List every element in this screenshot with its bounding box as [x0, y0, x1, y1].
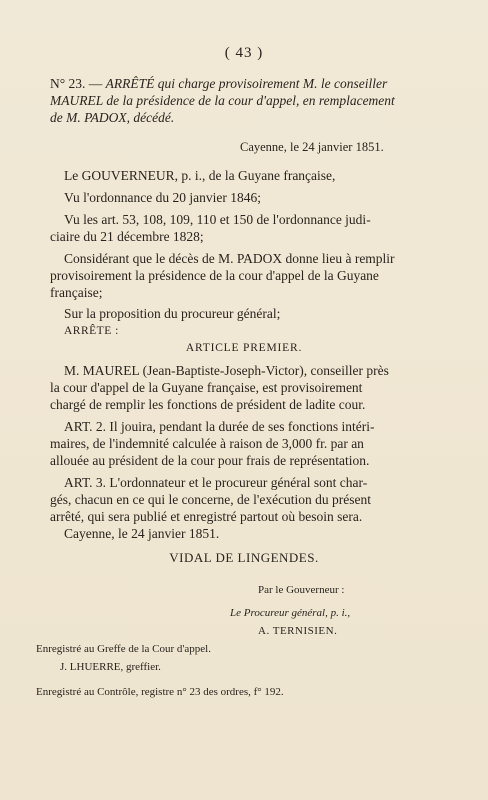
proposition: Sur la proposition du procureur général;	[64, 306, 281, 321]
art1-line-1: M. MAUREL (Jean-Baptiste-Joseph-Victor), conseiller près	[64, 363, 389, 378]
page-number: ( 43 )	[224, 45, 264, 61]
procureur-title: Le Procureur général, p. i.,	[230, 607, 351, 619]
art1-line-2: la cour d'appel de la Guyane française, est provisoirement	[50, 380, 363, 395]
art3-line-3: arrêté, qui sera publié et enregistré partout où besoin sera.	[50, 509, 363, 524]
art2-line-3: allouée au président de la cour pour frais de représentation.	[50, 453, 370, 468]
closing-date: Cayenne, le 24 janvier 1851.	[64, 526, 220, 541]
governor-signature: VIDAL DE LINGENDES.	[169, 550, 319, 565]
article-premier: ARTICLE PREMIER.	[185, 342, 303, 354]
vu-articles-2: ciaire du 21 décembre 1828;	[50, 229, 204, 244]
procureur-name: A. TERNISIEN.	[258, 625, 338, 637]
vu-ordonnance: Vu l'ordonnance du 20 janvier 1846;	[64, 190, 261, 205]
par-le-gouverneur: Par le Gouverneur :	[258, 584, 345, 596]
gouverneur-line: Le GOUVERNEUR, p. i., de la Guyane française,	[64, 168, 336, 183]
art2-line-2: maires, de l'indemnité calculée à raison de 3,000 fr. par an	[50, 436, 364, 451]
heading-title-1: ARRÊTÉ qui charge provisoirement M. le conseiller	[105, 76, 388, 91]
arrete-label: ARRÊTE :	[64, 325, 119, 337]
heading-number: N° 23. —	[50, 76, 103, 91]
greffe-registration: Enregistré au Greffe de la Cour d'appel.	[36, 643, 211, 655]
considerant-1: Considérant que le décès de M. PADOX donne lieu à remplir	[64, 251, 395, 266]
art3-line-1: ART. 3. L'ordonnateur et le procureur général sont char-	[64, 475, 368, 490]
greffier-signature: J. LHUERRE, greffier.	[60, 661, 161, 673]
controle-registration: Enregistré au Contrôle, registre n° 23 des ordres, f° 192.	[36, 686, 284, 698]
art2-line-1: ART. 2. Il jouira, pendant la durée de ses fonctions intéri-	[64, 419, 375, 434]
art1-line-3: chargé de remplir les fonctions de président de ladite cour.	[50, 397, 366, 412]
art3-line-2: gés, chacun en ce qui le concerne, de l'exécution du présent	[50, 492, 372, 507]
considerant-3: française;	[50, 285, 103, 300]
considerant-2: provisoirement la présidence de la cour d'appel de la Guyane	[50, 268, 379, 283]
place-date: Cayenne, le 24 janvier 1851.	[240, 140, 384, 154]
vu-articles-1: Vu les art. 53, 108, 109, 110 et 150 de l'ordonnance judi-	[64, 212, 371, 227]
heading-title-3: de M. PADOX, décédé.	[50, 110, 175, 125]
heading-title-2: MAUREL de la présidence de la cour d'appel, en remplacement	[50, 93, 395, 108]
heading-line-1	[50, 76, 387, 92]
